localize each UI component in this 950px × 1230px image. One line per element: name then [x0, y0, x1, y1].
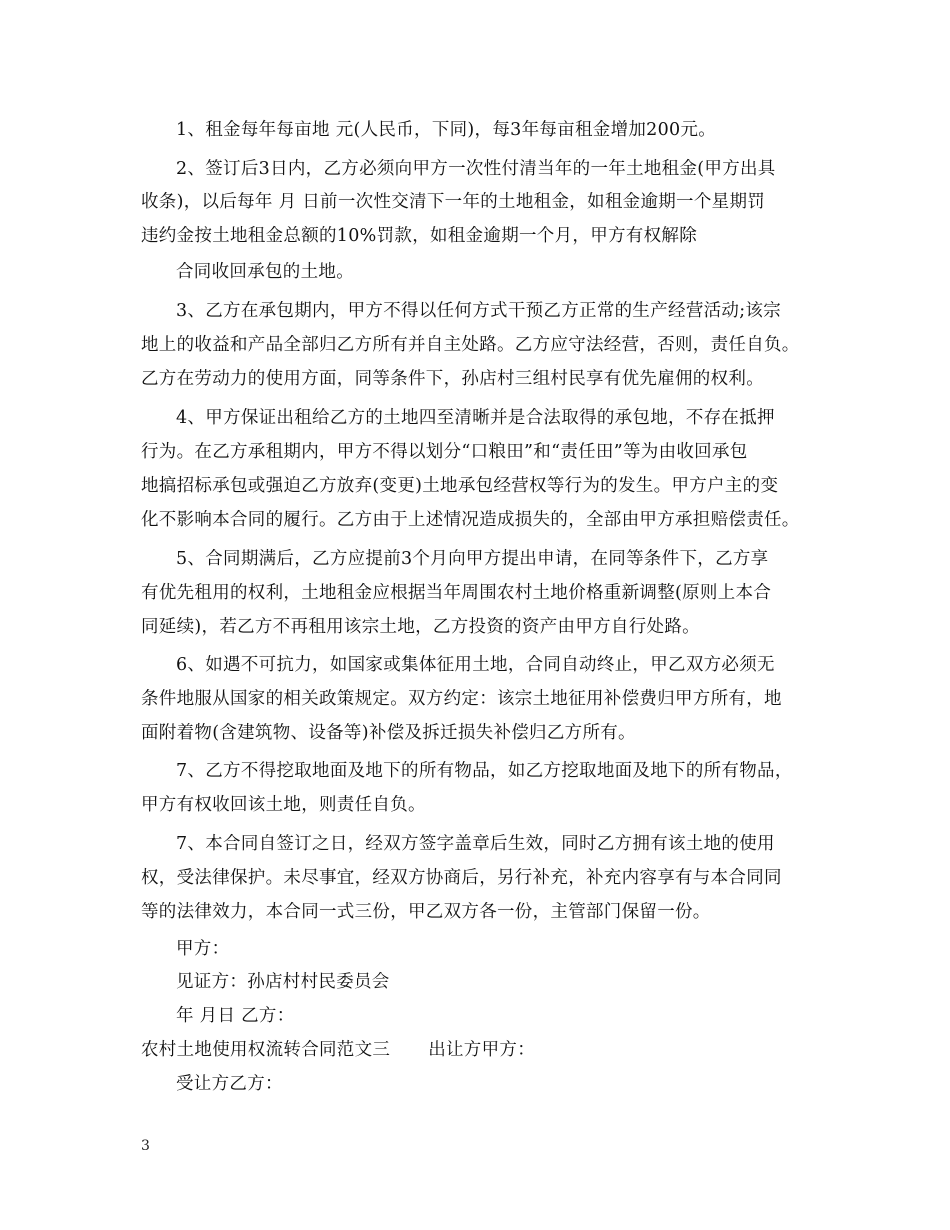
paragraph-line: 甲方有权收回该土地，则责任自负。 — [141, 795, 426, 815]
paragraph-line: 有优先租用的权利，土地租金应根据当年周围农村土地价格重新调整(原则上本合 — [141, 583, 772, 603]
paragraph-line: 同延续)，若乙方不再租用该宗土地，乙方投资的资产由甲方自行处路。 — [141, 617, 700, 637]
next-section-line — [141, 1038, 535, 1062]
paragraph-line: 地上的收益和产品全部归乙方所有并自主处路。乙方应守法经营，否则，责任自负。 — [141, 335, 800, 355]
paragraph-line: 1、租金每年每亩地 元(人民币，下同)，每3年每亩租金增加200元。 — [176, 120, 717, 140]
transferor-label: 出让方甲方： — [428, 1040, 536, 1060]
paragraph-line: 化不影响本合同的履行。乙方由于上述情况造成损失的，全部由甲方承担赔偿责任。 — [141, 510, 800, 530]
paragraph-line: 权，受法律保护。未尽事宜，经双方协商后，另行补充，补充内容享有与本合同同 — [141, 868, 782, 888]
signature-party-a: 甲方： — [176, 939, 230, 959]
signature-witness: 见证方：孙店村村民委员会 — [176, 972, 390, 992]
paragraph-line: 面附着物(含建筑物、设备等)补偿及拆迁损失补偿归乙方所有。 — [141, 723, 636, 743]
paragraph-line: 3、乙方在承包期内，甲方不得以任何方式干预乙方正常的生产经营活动;该宗 — [176, 301, 782, 321]
paragraph-line: 违约金按土地租金总额的10%罚款，如租金逾期一个月，甲方有权解除 — [141, 226, 697, 246]
paragraph-line: 7、乙方不得挖取地面及地下的所有物品，如乙方挖取地面及地下的所有物品， — [176, 761, 793, 781]
transferee-label: 受让方乙方： — [176, 1074, 283, 1094]
paragraph-line: 合同收回承包的土地。 — [176, 262, 354, 282]
paragraph-line: 乙方在劳动力的使用方面，同等条件下，孙店村三组村民享有优先雇佣的权利。 — [141, 369, 764, 389]
signature-date-party-b: 年 月日 乙方： — [176, 1006, 295, 1026]
paragraph-line: 6、如遇不可抗力，如国家或集体征用土地，合同自动终止，甲乙双方必须无 — [176, 655, 775, 675]
paragraph-line: 5、合同期满后，乙方应提前3个月向甲方提出申请，在同等条件下，乙方享 — [176, 549, 769, 569]
paragraph-line: 收条)，以后每年 月 日前一次性交清下一年的土地租金，如租金逾期一个星期罚 — [141, 192, 766, 212]
paragraph-line: 行为。在乙方承租期内，甲方不得以划分“口粮田”和“责任田”等为由收回承包 — [141, 442, 748, 462]
paragraph-line: 2、签订后3日内，乙方必须向甲方一次性付清当年的一年土地租金(甲方出具 — [176, 159, 776, 179]
paragraph-line: 等的法律效力，本合同一式三份，甲乙双方各一份，主管部门保留一份。 — [141, 902, 711, 922]
page-number: 3 — [141, 1138, 150, 1154]
paragraph-line: 4、甲方保证出租给乙方的土地四至清晰并是合法取得的承包地，不存在抵押 — [176, 408, 775, 428]
paragraph-line: 地搞招标承包或强迫乙方放弃(变更)土地承包经营权等行为的发生。甲方户主的变 — [141, 476, 779, 496]
next-section-title: 农村土地使用权流转合同范文三 — [141, 1040, 391, 1060]
paragraph-line: 条件地服从国家的相关政策规定。双方约定：该宗土地征用补偿费归甲方所有，地 — [141, 689, 782, 709]
paragraph-line: 7、本合同自签订之日，经双方签字盖章后生效，同时乙方拥有该土地的使用 — [176, 834, 775, 854]
